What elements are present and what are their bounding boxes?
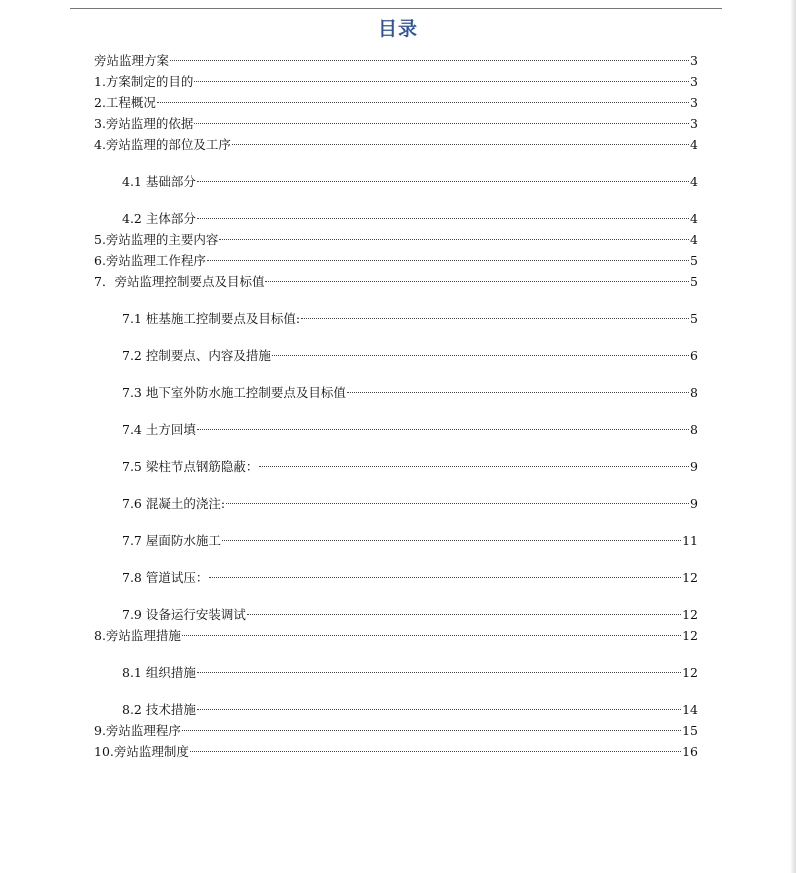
toc-page-number[interactable]: 6: [690, 348, 698, 363]
toc-page-number[interactable]: 16: [682, 744, 698, 759]
toc-subentry[interactable]: [94, 683, 698, 720]
toc-subentry[interactable]: [94, 440, 698, 477]
toc-entry-label[interactable]: 8.2 技术措施: [122, 702, 196, 717]
toc-entry-label[interactable]: 7.9 设备运行安装调试: [122, 607, 246, 622]
toc-title: 目录: [377, 18, 418, 40]
toc-subentry[interactable]: [94, 292, 698, 329]
toc-dot-leader: [301, 318, 689, 319]
toc-entry-label[interactable]: 4.1 基础部分: [122, 174, 196, 189]
toc-subentry[interactable]: [94, 329, 698, 366]
toc-entry-label[interactable]: 3.旁站监理的依据: [94, 116, 194, 131]
page-edge-shadow: [790, 0, 796, 873]
toc-entry-label[interactable]: 5.旁站监理的主要内容: [94, 232, 219, 247]
toc-entry-label[interactable]: 4.2 主体部分: [122, 211, 196, 226]
toc-subentry[interactable]: [94, 366, 698, 403]
toc-entry-label[interactable]: 7.8 管道试压：: [122, 570, 209, 585]
toc-dot-leader: [259, 466, 689, 467]
toc-entry-label[interactable]: 7.1 桩基施工控制要点及目标值:: [122, 311, 301, 326]
toc-entry-label[interactable]: 2.工程概况: [94, 95, 156, 110]
toc-entry-label[interactable]: 8.1 组织措施: [122, 665, 196, 680]
toc-page-number[interactable]: 5: [690, 253, 698, 268]
toc-entry-label[interactable]: 7.4 土方回填: [122, 422, 196, 437]
toc-dot-leader: [197, 429, 689, 430]
toc-page-number[interactable]: 12: [682, 628, 698, 643]
toc-dot-leader: [197, 218, 689, 219]
toc-entry-label[interactable]: 7．旁站监理控制要点及目标值: [94, 274, 265, 289]
toc-entry[interactable]: [94, 741, 698, 762]
toc-entry-label[interactable]: 4.旁站监理的部位及工序: [94, 137, 231, 152]
toc-dot-leader: [209, 577, 681, 578]
toc-entry-label[interactable]: 7.6 混凝土的浇注:: [122, 496, 226, 511]
toc-entry[interactable]: [94, 229, 698, 250]
toc-page-number[interactable]: 8: [690, 422, 698, 437]
toc-subentry[interactable]: [94, 588, 698, 625]
toc-dot-leader: [194, 123, 689, 124]
toc-page-number[interactable]: 15: [682, 723, 698, 738]
toc-entry-label[interactable]: 7.2 控制要点、内容及措施: [122, 348, 271, 363]
toc-page-number[interactable]: 4: [690, 232, 698, 247]
toc-dot-leader: [207, 260, 689, 261]
toc-page-number[interactable]: 14: [682, 702, 698, 717]
toc-page-number[interactable]: 11: [682, 533, 698, 548]
toc-dot-leader: [170, 60, 689, 61]
toc-entry[interactable]: [94, 271, 698, 292]
toc-dot-leader: [157, 102, 689, 103]
toc-entry[interactable]: [94, 250, 698, 271]
toc-subentry[interactable]: [94, 192, 698, 229]
toc-dot-leader: [182, 730, 681, 731]
toc-page-number[interactable]: 8: [690, 385, 698, 400]
toc-entry[interactable]: [94, 134, 698, 155]
toc-entry-label[interactable]: 7.5 梁柱节点钢筋隐蔽：: [122, 459, 259, 474]
toc-subentry[interactable]: [94, 514, 698, 551]
toc-page-number[interactable]: 9: [690, 496, 698, 511]
toc-dot-leader: [265, 281, 689, 282]
toc-page-number[interactable]: 5: [690, 311, 698, 326]
toc-page-number[interactable]: 4: [690, 211, 698, 226]
toc-page-number[interactable]: 3: [690, 95, 698, 110]
toc-dot-leader: [347, 392, 689, 393]
toc-dot-leader: [190, 751, 681, 752]
toc-page-number[interactable]: 9: [690, 459, 698, 474]
toc-dot-leader: [197, 672, 681, 673]
toc-page-number[interactable]: 3: [690, 53, 698, 68]
table-of-contents: [94, 50, 698, 762]
toc-subentry[interactable]: [94, 403, 698, 440]
toc-page-number[interactable]: 12: [682, 665, 698, 680]
toc-subentry[interactable]: [94, 551, 698, 588]
toc-entry[interactable]: [94, 113, 698, 134]
toc-entry[interactable]: [94, 625, 698, 646]
toc-entry-label[interactable]: 7.7 屋面防水施工: [122, 533, 221, 548]
toc-dot-leader: [197, 709, 681, 710]
toc-entry[interactable]: [94, 71, 698, 92]
running-header: [70, 0, 722, 9]
toc-subentry[interactable]: [94, 646, 698, 683]
toc-dot-leader: [194, 81, 689, 82]
toc-page-number[interactable]: 4: [690, 137, 698, 152]
toc-dot-leader: [182, 635, 681, 636]
toc-dot-leader: [219, 239, 689, 240]
toc-entry-label[interactable]: 8.旁站监理措施: [94, 628, 181, 643]
toc-dot-leader: [222, 540, 681, 541]
toc-entry-label[interactable]: 10.旁站监理制度: [94, 744, 189, 759]
toc-entry-label[interactable]: 旁站监理方案: [94, 53, 170, 68]
toc-page-number[interactable]: 12: [682, 607, 698, 622]
toc-dot-leader: [197, 181, 689, 182]
toc-entry-label[interactable]: 7.3 地下室外防水施工控制要点及目标值: [122, 385, 346, 400]
toc-dot-leader: [272, 355, 689, 356]
toc-entry-label[interactable]: 1.方案制定的目的: [94, 74, 194, 89]
toc-subentry[interactable]: [94, 155, 698, 192]
toc-entry[interactable]: [94, 720, 698, 741]
toc-entry[interactable]: [94, 50, 698, 71]
toc-dot-leader: [226, 503, 689, 504]
toc-dot-leader: [232, 144, 689, 145]
toc-entry[interactable]: [94, 92, 698, 113]
toc-subentry[interactable]: [94, 477, 698, 514]
toc-page-number[interactable]: 4: [690, 174, 698, 189]
toc-page-number[interactable]: 3: [690, 116, 698, 131]
toc-page-number[interactable]: 12: [682, 570, 698, 585]
toc-entry-label[interactable]: 6.旁站监理工作程序: [94, 253, 206, 268]
toc-page-number[interactable]: 5: [690, 274, 698, 289]
toc-dot-leader: [247, 614, 681, 615]
toc-page-number[interactable]: 3: [690, 74, 698, 89]
toc-entry-label[interactable]: 9.旁站监理程序: [94, 723, 181, 738]
